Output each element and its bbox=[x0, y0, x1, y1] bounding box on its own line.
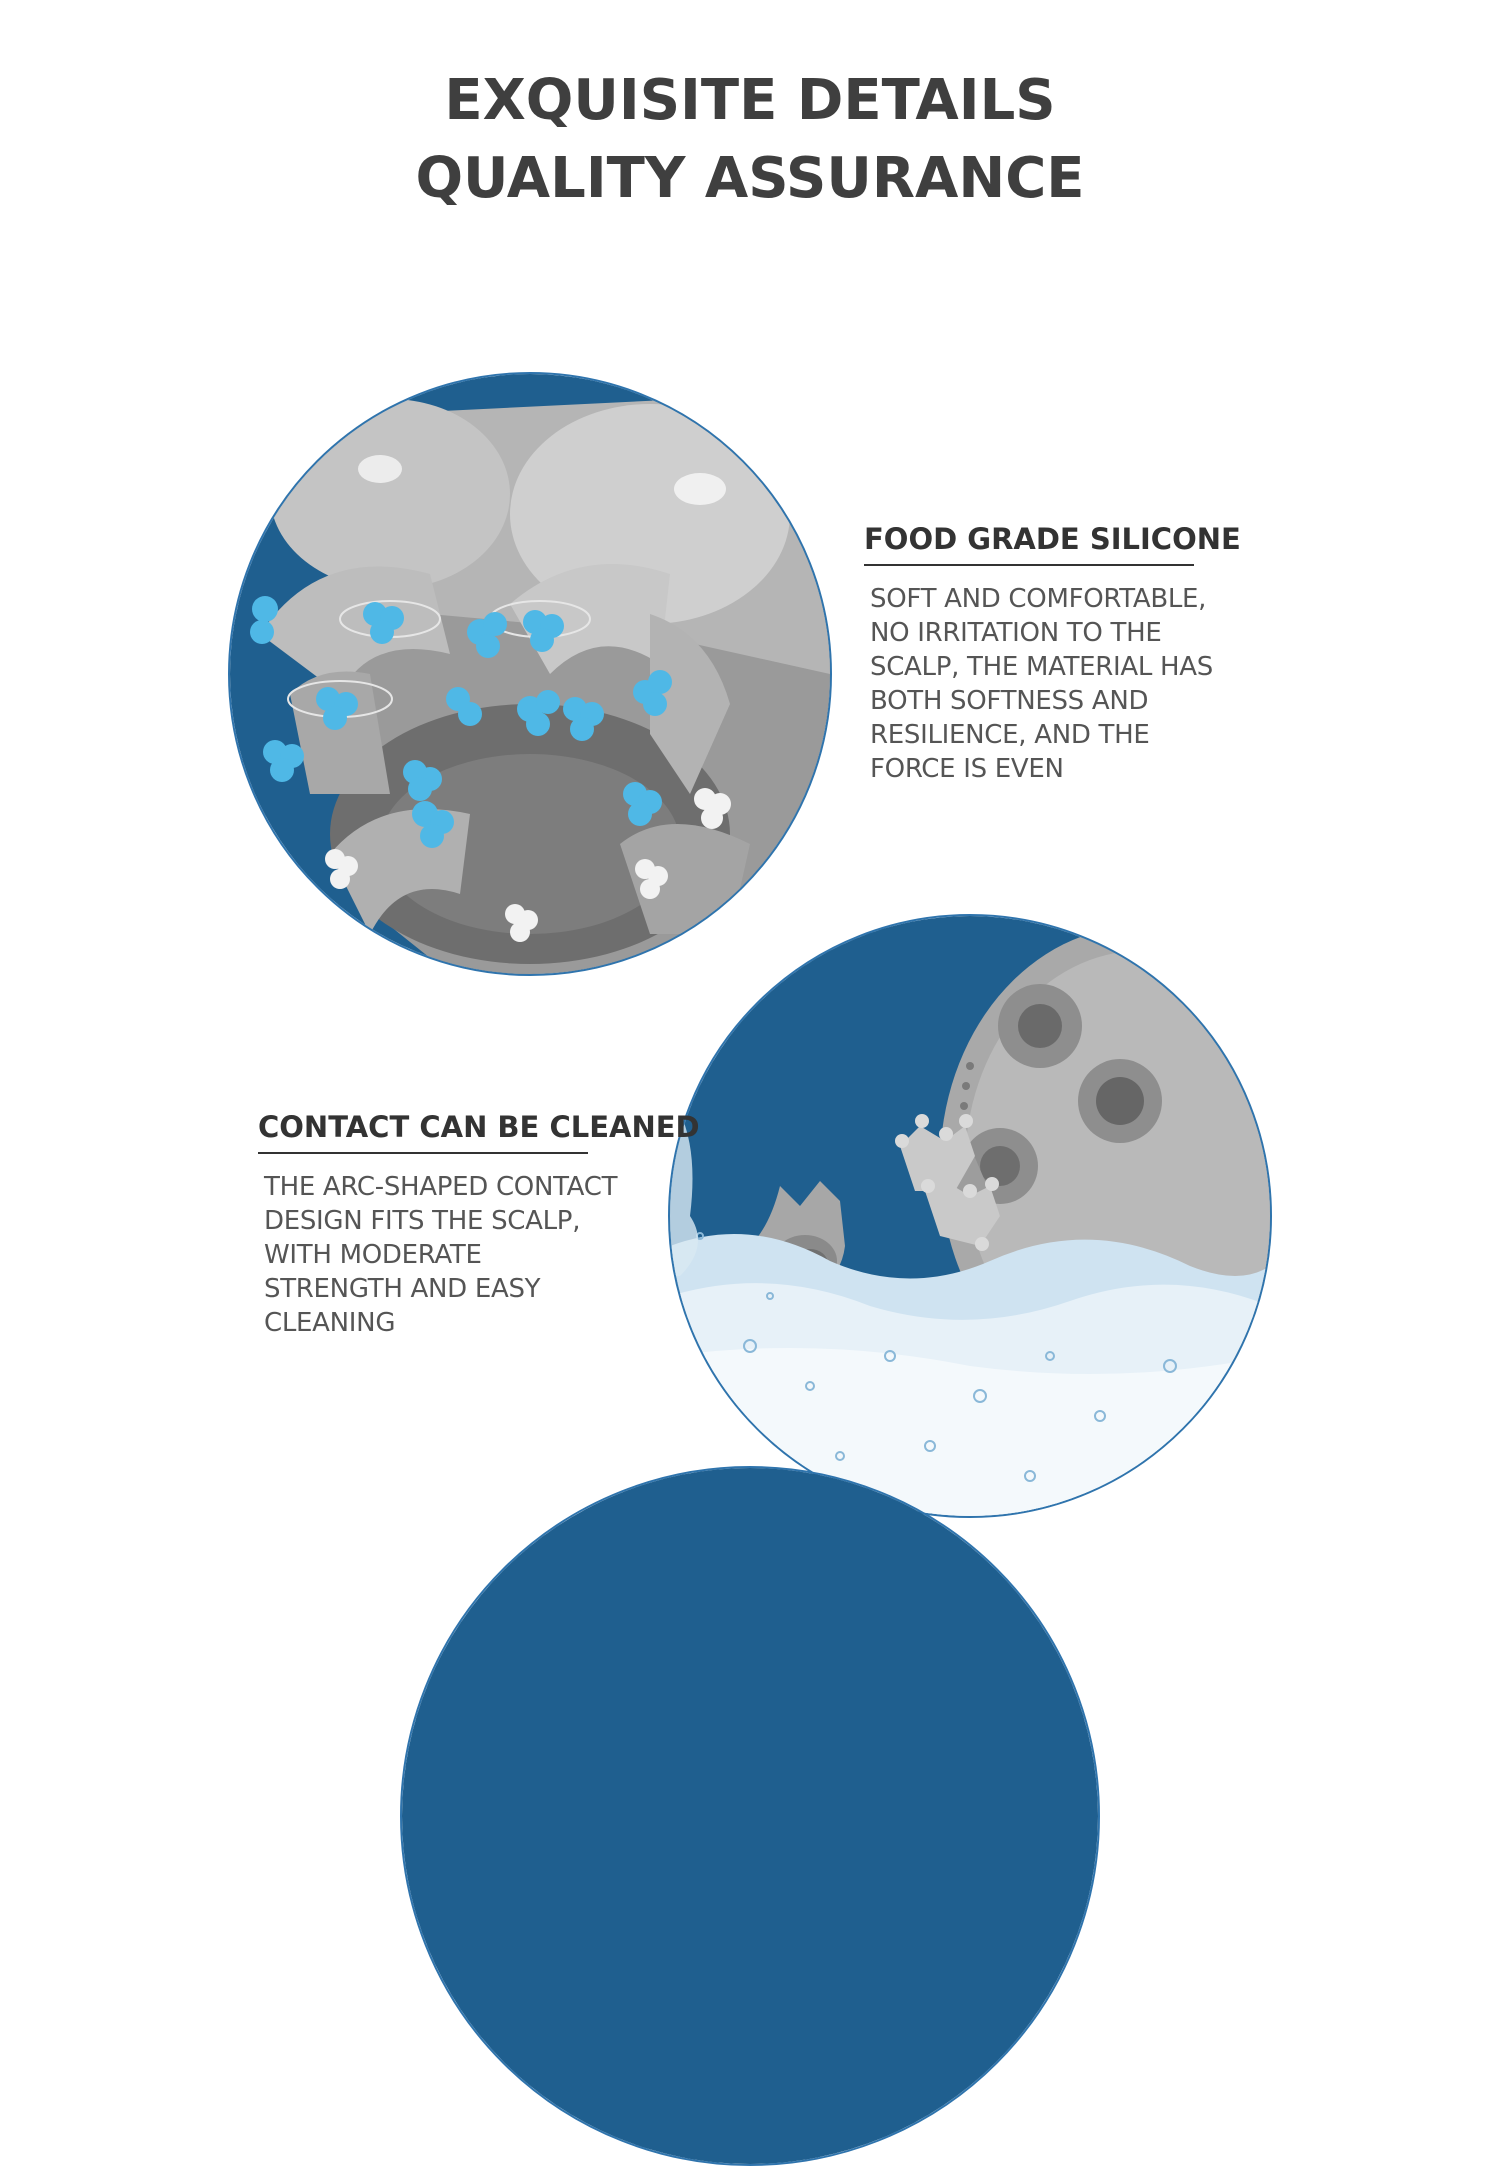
headline-line-1: EXQUISITE DETAILS bbox=[444, 68, 1056, 133]
feature-title-silicone: FOOD GRADE SILICONE bbox=[864, 522, 1241, 556]
feature-text-cleaning bbox=[264, 1170, 617, 1340]
feature-divider-cleaning bbox=[258, 1152, 588, 1154]
page-headline bbox=[0, 62, 1500, 218]
feature-text-line: THE ARC-SHAPED CONTACT bbox=[264, 1172, 618, 1202]
feature-text-line: SOFT AND COMFORTABLE, bbox=[870, 584, 1207, 614]
feature-title-cleaning: CONTACT CAN BE CLEANED bbox=[258, 1110, 700, 1144]
feature-text-line: RESILIENCE, AND THE bbox=[870, 720, 1150, 750]
feature-text-line: DESIGN FITS THE SCALP, bbox=[264, 1206, 581, 1236]
feature-text-line: CLEANING bbox=[264, 1308, 396, 1338]
silicone-heads-photo bbox=[228, 372, 832, 976]
feature-text-line: SCALP, THE MATERIAL HAS bbox=[870, 652, 1213, 682]
feature-text-line: WITH MODERATE bbox=[264, 1240, 482, 1270]
headline-line-2: QUALITY ASSURANCE bbox=[415, 146, 1085, 211]
feature-text-silicone bbox=[870, 582, 1213, 786]
feature-text-line: FORCE IS EVEN bbox=[870, 754, 1064, 784]
feature-text-line: BOTH SOFTNESS AND bbox=[870, 686, 1149, 716]
washable-contacts-photo bbox=[668, 914, 1272, 1518]
feature-text-line: STRENGTH AND EASY bbox=[264, 1274, 541, 1304]
feature-divider-silicone bbox=[864, 564, 1194, 566]
next-feature-photo bbox=[400, 1466, 1100, 2166]
feature-text-line: NO IRRITATION TO THE bbox=[870, 618, 1162, 648]
